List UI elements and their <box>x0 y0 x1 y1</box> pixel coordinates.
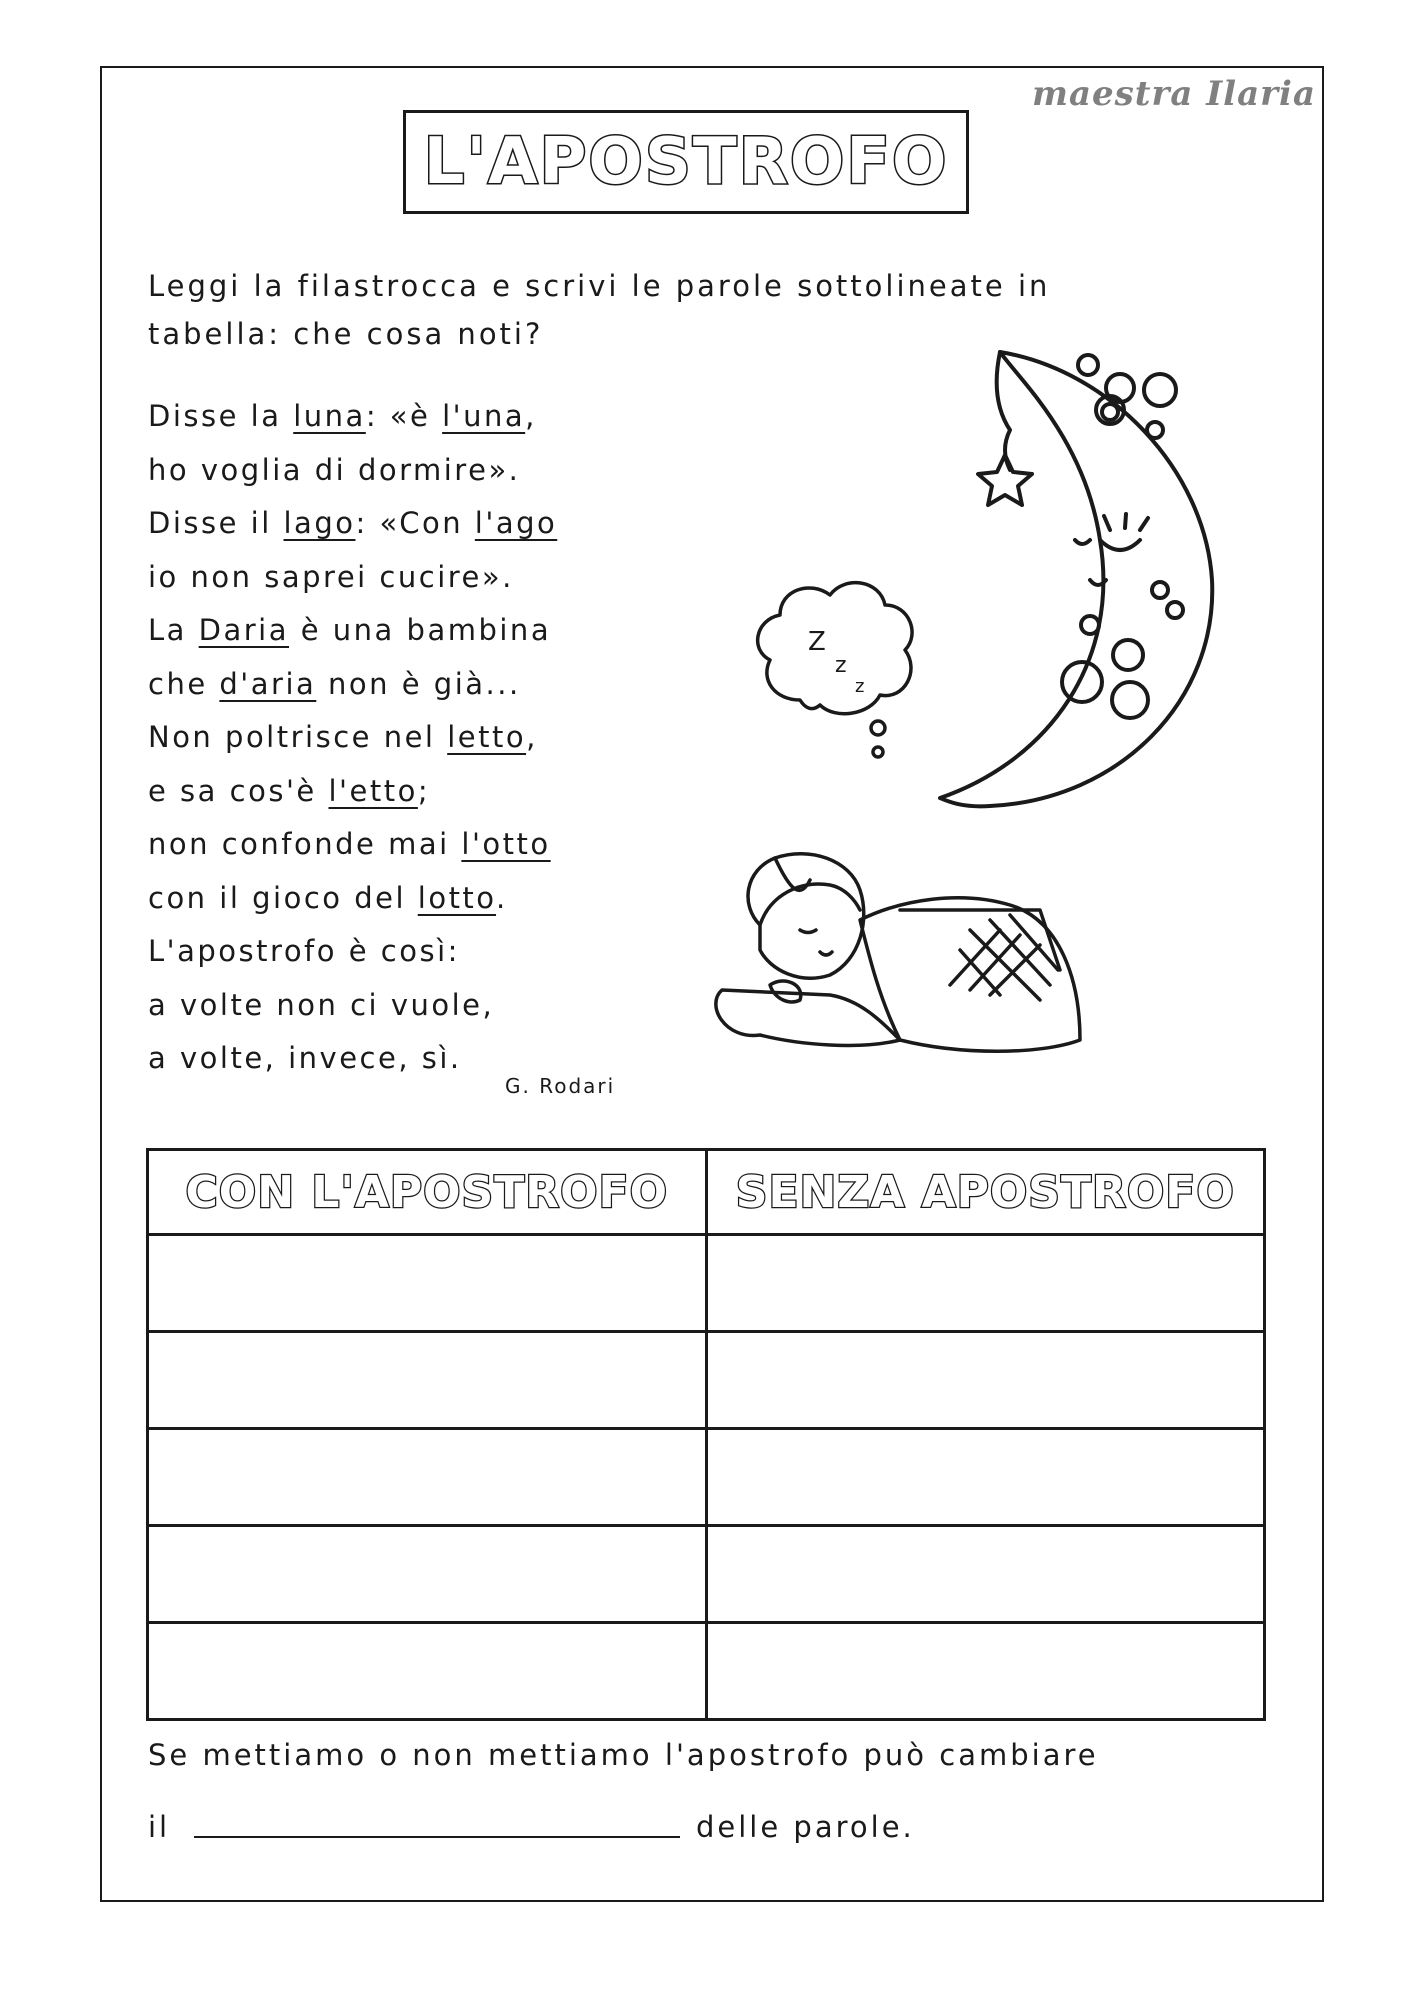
underlined-word: l'ago <box>474 506 558 540</box>
cell-with-apostrophe[interactable] <box>148 1526 707 1623</box>
svg-text:Z: Z <box>808 627 826 657</box>
header-without-apostrophe: SENZA APOSTROFO <box>706 1150 1265 1235</box>
underlined-word: l'una <box>442 399 526 433</box>
poem-text: L'apostrofo è così: <box>148 934 460 968</box>
cell-with-apostrophe[interactable] <box>148 1623 707 1720</box>
poem-text: ; <box>417 773 431 808</box>
cell-with-apostrophe[interactable] <box>148 1235 707 1332</box>
table-row <box>148 1526 1265 1623</box>
poem-text: è una bambina <box>289 613 552 647</box>
poem-text: . <box>496 880 508 915</box>
header-with-apostrophe: CON L'APOSTROFO <box>148 1150 707 1235</box>
answer-blank[interactable] <box>194 1836 680 1838</box>
cell-without-apostrophe[interactable] <box>706 1429 1265 1526</box>
underlined-word: Daria <box>198 613 290 647</box>
conclusion-prefix: il <box>148 1810 171 1844</box>
conclusion-suffix: delle parole. <box>696 1810 915 1844</box>
poem-text: non è già... <box>316 666 521 701</box>
words-table <box>146 1148 1266 1721</box>
svg-text:z: z <box>855 676 865 697</box>
underlined-word: d'aria <box>219 666 317 701</box>
instruction-text: Leggi la filastrocca e scrivi le parole sottolineate in tabella: che cosa noti? <box>148 269 1051 351</box>
underlined-word: l'etto <box>328 773 418 808</box>
brand-signature: maestra Ilaria <box>1032 74 1316 114</box>
poem-text: a volte, invece, sì. <box>148 1041 462 1075</box>
poem-text: con il gioco del <box>148 880 418 915</box>
poem-text: La <box>148 613 199 647</box>
cell-without-apostrophe[interactable] <box>706 1526 1265 1623</box>
poem-text: Disse il <box>148 506 284 540</box>
svg-text:z: z <box>835 653 847 678</box>
underlined-word: lago <box>283 506 356 540</box>
poem-text: : «Con <box>355 506 475 540</box>
poem-text: e sa cos'è <box>148 773 329 808</box>
poem-author: G. Rodari <box>505 1074 616 1098</box>
poem-text: non confonde mai <box>148 827 462 861</box>
poem-text: ho voglia di dormire». <box>148 452 521 487</box>
thought-bubble <box>758 583 912 757</box>
page-title: L'APOSTROFO <box>423 125 949 199</box>
table-row <box>148 1235 1265 1332</box>
table-row <box>148 1429 1265 1526</box>
poem-text: Disse la <box>148 399 294 433</box>
poem-text: , <box>526 720 538 754</box>
underlined-word: luna <box>293 399 366 433</box>
poem-text: : «è <box>365 399 443 433</box>
poem-text: a volte non ci vuole, <box>148 987 495 1022</box>
cell-without-apostrophe[interactable] <box>706 1623 1265 1720</box>
cell-with-apostrophe[interactable] <box>148 1429 707 1526</box>
poem-text: io non saprei cucire». <box>148 559 514 594</box>
underlined-word: letto <box>447 720 527 754</box>
cell-without-apostrophe[interactable] <box>706 1332 1265 1429</box>
table-row <box>148 1623 1265 1720</box>
table-row <box>148 1332 1265 1429</box>
conclusion-line-1: Se mettiamo o non mettiamo l'apostrofo può cambiare <box>148 1738 1099 1772</box>
underlined-word: lotto <box>417 880 497 915</box>
cell-without-apostrophe[interactable] <box>706 1235 1265 1332</box>
moon-icon <box>940 352 1212 806</box>
sleeping-child-icon <box>716 854 1080 1052</box>
poem-text: che <box>148 666 220 701</box>
cell-with-apostrophe[interactable] <box>148 1332 707 1429</box>
poem-text: , <box>525 399 537 433</box>
poem-text: Non poltrisce nel <box>148 720 448 754</box>
underlined-word: l'otto <box>461 827 551 861</box>
